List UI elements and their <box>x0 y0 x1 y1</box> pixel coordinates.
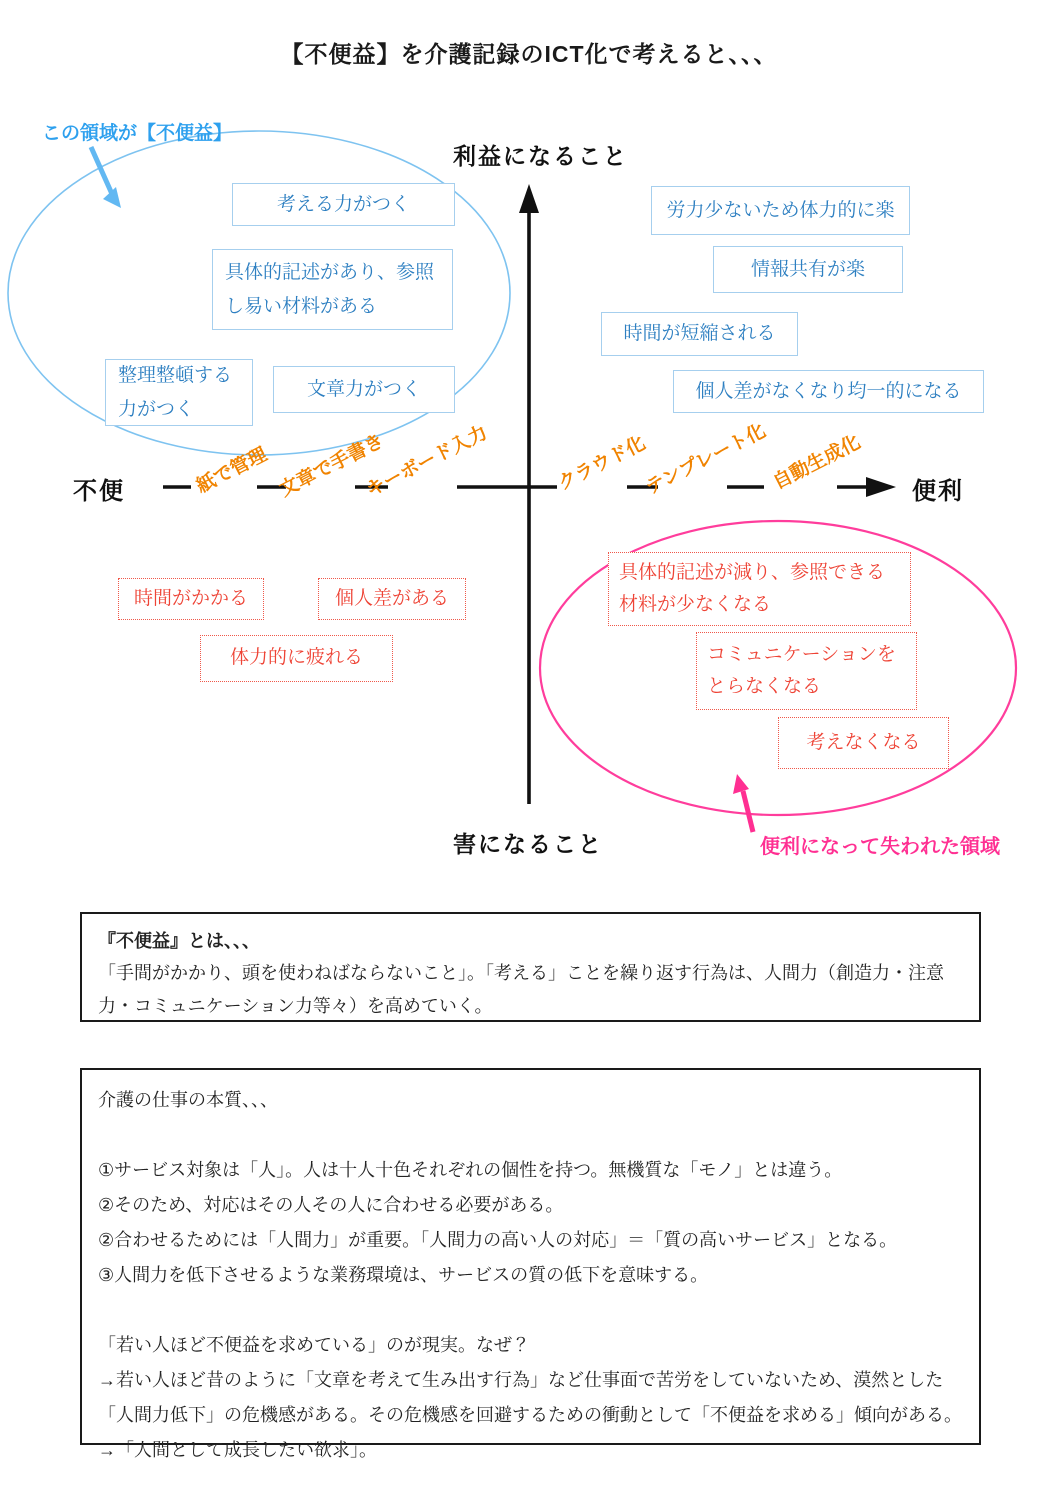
benefit-box-concrete-records: 具体的記述があり、参照し易い材料がある <box>212 249 453 330</box>
essence-note-line: ①サービス対象は「人」。人は十人十色それぞれの個性を持つ。無機質な「モノ」とは違う。 <box>98 1160 843 1180</box>
stage-label-autogenerate: 自動生成化 <box>769 431 865 494</box>
harm-box-stop-thinking: 考えなくなる <box>778 717 949 769</box>
axis-label-harm: 害になること <box>453 831 603 857</box>
stage-label-paper: 紙で管理 <box>193 444 271 498</box>
x-axis-arrow-icon <box>866 477 896 497</box>
benefit-box-less-effort: 労力少ないため体力的に楽 <box>651 186 910 235</box>
benefit-box-info-sharing: 情報共有が楽 <box>713 246 903 293</box>
benefit-box-time-saving: 時間が短縮される <box>601 312 798 356</box>
harm-box-physically-tiring: 体力的に疲れる <box>200 635 393 682</box>
definition-note-body: 「手間がかかり、頭を使わねばならないこと」。「考える」ことを繰り返す行為は、人間力（創造力・注意力・コミュニケーション力等々）を高めていく。 <box>98 963 944 1016</box>
essence-note-line: 介護の仕事の本質、、、 <box>98 1090 278 1110</box>
axis-label-benefit: 利益になること <box>453 143 628 169</box>
essence-note-line: ②そのため、対応はその人その人に合わせる必要がある。 <box>98 1195 564 1215</box>
stage-label-keyboard: キーボード入力 <box>362 422 491 502</box>
y-axis-arrow-icon <box>519 184 539 213</box>
essence-note-line: 「若い人ほど不便益を求めている」のが現実。なぜ？ <box>98 1335 530 1355</box>
harm-box-takes-time: 時間がかかる <box>118 578 264 620</box>
essence-note-line <box>98 1118 963 1153</box>
essence-note-line: ②合わせるためには「人間力」が重要。「人間力の高い人の対応」＝「質の高いサービス」となる。 <box>98 1230 898 1250</box>
benefit-box-uniformity: 個人差がなくなり均一的になる <box>673 370 984 413</box>
lost-region-label: 便利になって失われた領域 <box>760 836 1000 858</box>
benefit-region-arrow-icon <box>103 187 121 208</box>
essence-note-box <box>80 1068 981 1460</box>
essence-note-line <box>98 1293 963 1328</box>
harm-box-individual-differences: 個人差がある <box>318 578 466 620</box>
definition-note-box <box>80 912 981 1022</box>
definition-note-heading: 『不便益』とは、、、 <box>98 931 260 951</box>
stage-label-cloud: クラウド化 <box>554 432 650 495</box>
harm-box-no-communication: コミュニケーションをとらなくなる <box>696 632 917 710</box>
benefit-box-organizing: 整理整頓する力がつく <box>105 359 253 426</box>
lost-region-arrow-icon <box>733 774 749 794</box>
page-title: 【不便益】を介護記録のICT化で考えると、、、 <box>280 41 778 67</box>
axis-label-inconvenient: 不便 <box>73 478 125 505</box>
harm-box-fewer-references: 具体的記述が減り、参照できる材料が少なくなる <box>608 552 911 626</box>
benefit-box-writing: 文章力がつく <box>273 366 455 413</box>
stage-label-handwriting: 文章で手書き <box>276 430 388 502</box>
benefit-region-label: この領域が【不便益】 <box>42 123 233 144</box>
essence-note-line: →若い人ほど昔のように「文章を考えて生み出す行為」など仕事面で苦労をしていないため、漠然とした「人間力低下」の危機感がある。その危機感を回避するための衝動として「不便益を求める」傾向がある。→「人間として成長したい欲求」。 <box>98 1370 962 1460</box>
stage-label-template: テンプレート化 <box>642 420 770 499</box>
lost-region-arrow-line <box>743 791 753 832</box>
axis-label-convenient: 便利 <box>912 478 964 505</box>
benefit-box-thinking: 考える力がつく <box>232 183 455 226</box>
essence-note-line: ③人間力を低下させるような業務環境は、サービスの質の低下を意味する。 <box>98 1265 709 1285</box>
benefit-region-arrow-line <box>91 147 112 194</box>
